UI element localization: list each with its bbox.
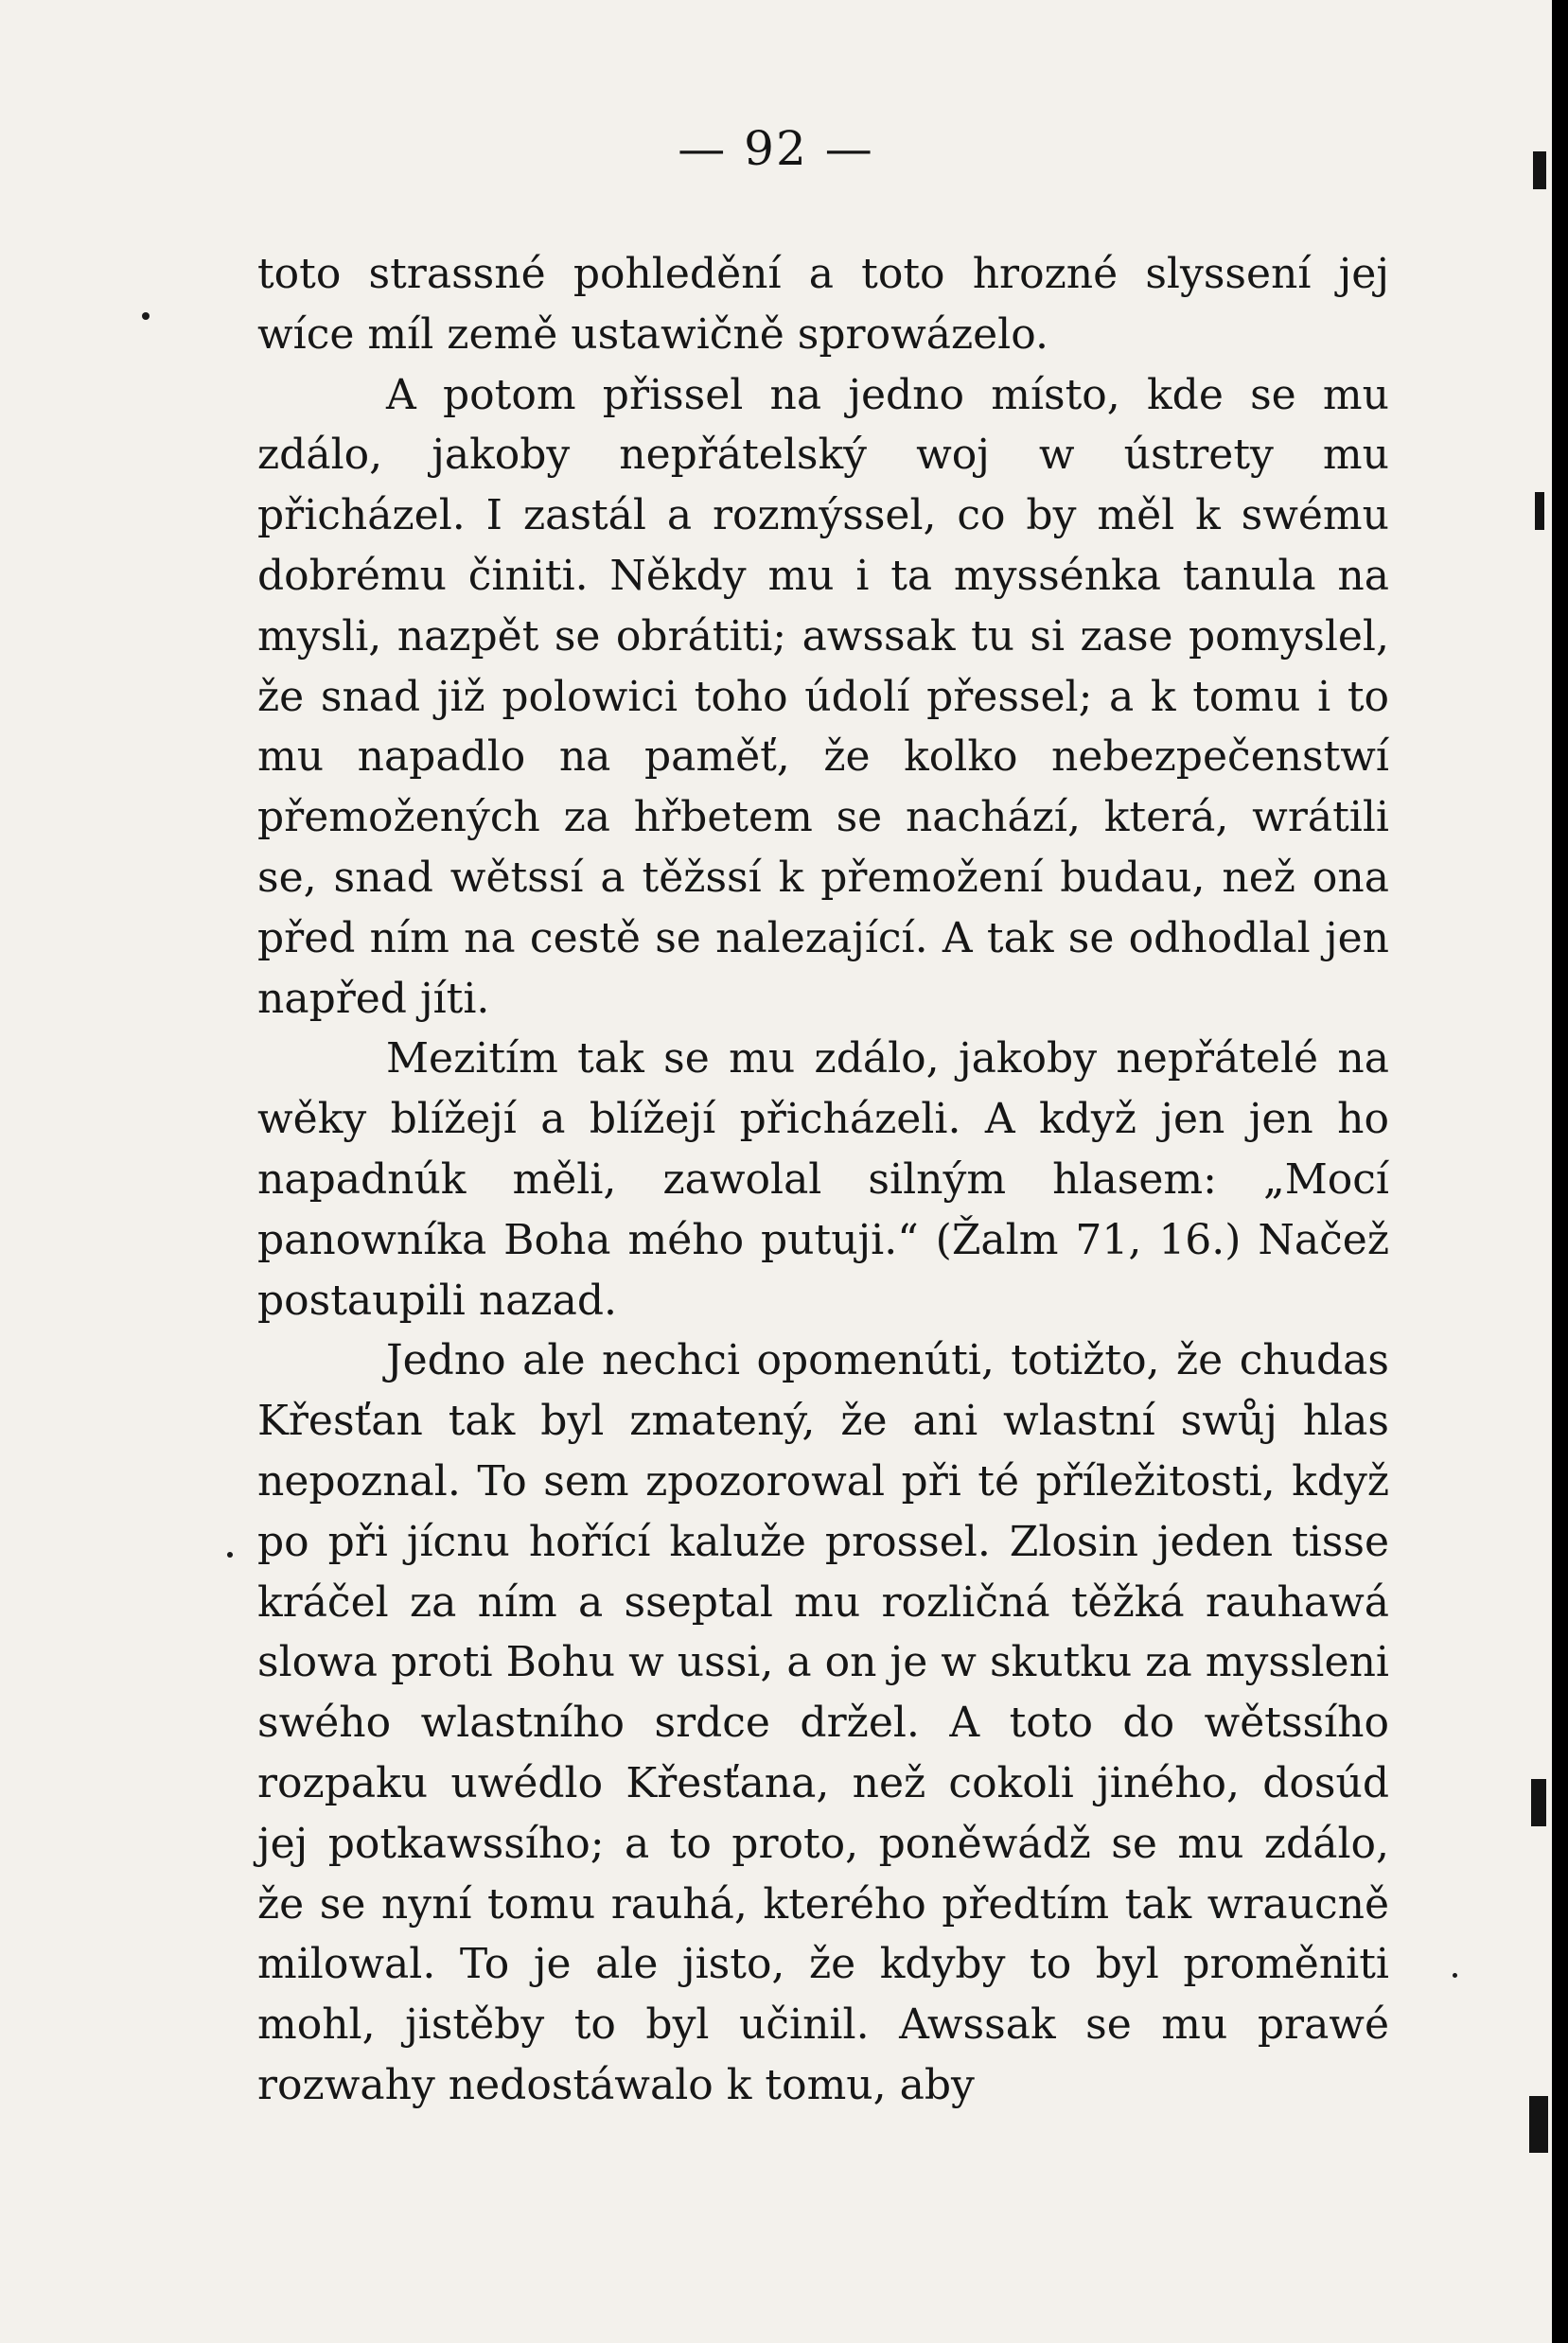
paragraph: A potom přissel na jedno místo, kde se mu zdálo, jakoby nepřátelský woj w ústrety mu přicházel. I zastál a rozmýssel, co by měl k swému dobrému činiti. Někdy mu i ta myssénka tanula na mysli, nazpět se obrátiti; awssak tu si zase pomyslel, že snad již polowici toho údolí přessel; a k tomu i to mu napadlo na paměť, že kolko nebezpečenstwí přemožených za hřbetem se nachází, která, wrátili se, snad wětssí a těžssí k přemožení budau, než ona před ním na cestě se nalezající. A tak se odhodlal jen napřed jíti. (257, 370, 1389, 1023)
scan-speck (1453, 1973, 1457, 1978)
body-text (257, 244, 1389, 2116)
page-number: — 92 — (678, 121, 874, 176)
paragraph: Mezitím tak se mu zdálo, jakoby nepřátelé na wěky blížejí a blížejí přicházeli. A když jen jen ho napadnúk měli, zawolal silným hlasem: „Mocí panowníka Boha mého putuji.“ (Žalm 71, 16.) Načež postaupili nazad. (257, 1034, 1389, 1325)
scan-edge-mark (1533, 151, 1546, 189)
scan-speck (227, 1552, 233, 1558)
scan-edge-mark (1535, 492, 1544, 530)
scan-edge-mark (1531, 1779, 1546, 1826)
paragraph: toto strassné pohledění a toto hrozné slyssení jej wíce míl země ustawičně sprowázelo. (257, 250, 1389, 359)
scan-speck (142, 312, 150, 320)
scan-edge-mark (1529, 2096, 1548, 2153)
paragraph: Jedno ale nechci opomenúti, totižto, že chudas Křesťan tak byl zmatený, že ani wlastní swůj hlas nepoznal. To sem zpozorowal při té příležitosti, když po při jícnu hořící kaluže prossel. Zlosin jeden tisse kráčel za ním a sseptal mu rozličná těžká rauhawá slowa proti Bohu w ussi, a on je w skutku za myssleni swého wlastního srdce držel. A toto do wětssího rozpaku uwédlo Křesťana, než cokoli jiného, dosúd jej potkawssího; a to proto, poněwádž se mu zdálo, že se nyní tomu rauhá, kterého předtím tak wraucně milowal. To je ale jisto, že kdyby to byl proměniti mohl, jistěby to byl učinil. Awssak se mu prawé rozwahy nedostáwalo k tomu, aby (257, 1336, 1389, 2109)
